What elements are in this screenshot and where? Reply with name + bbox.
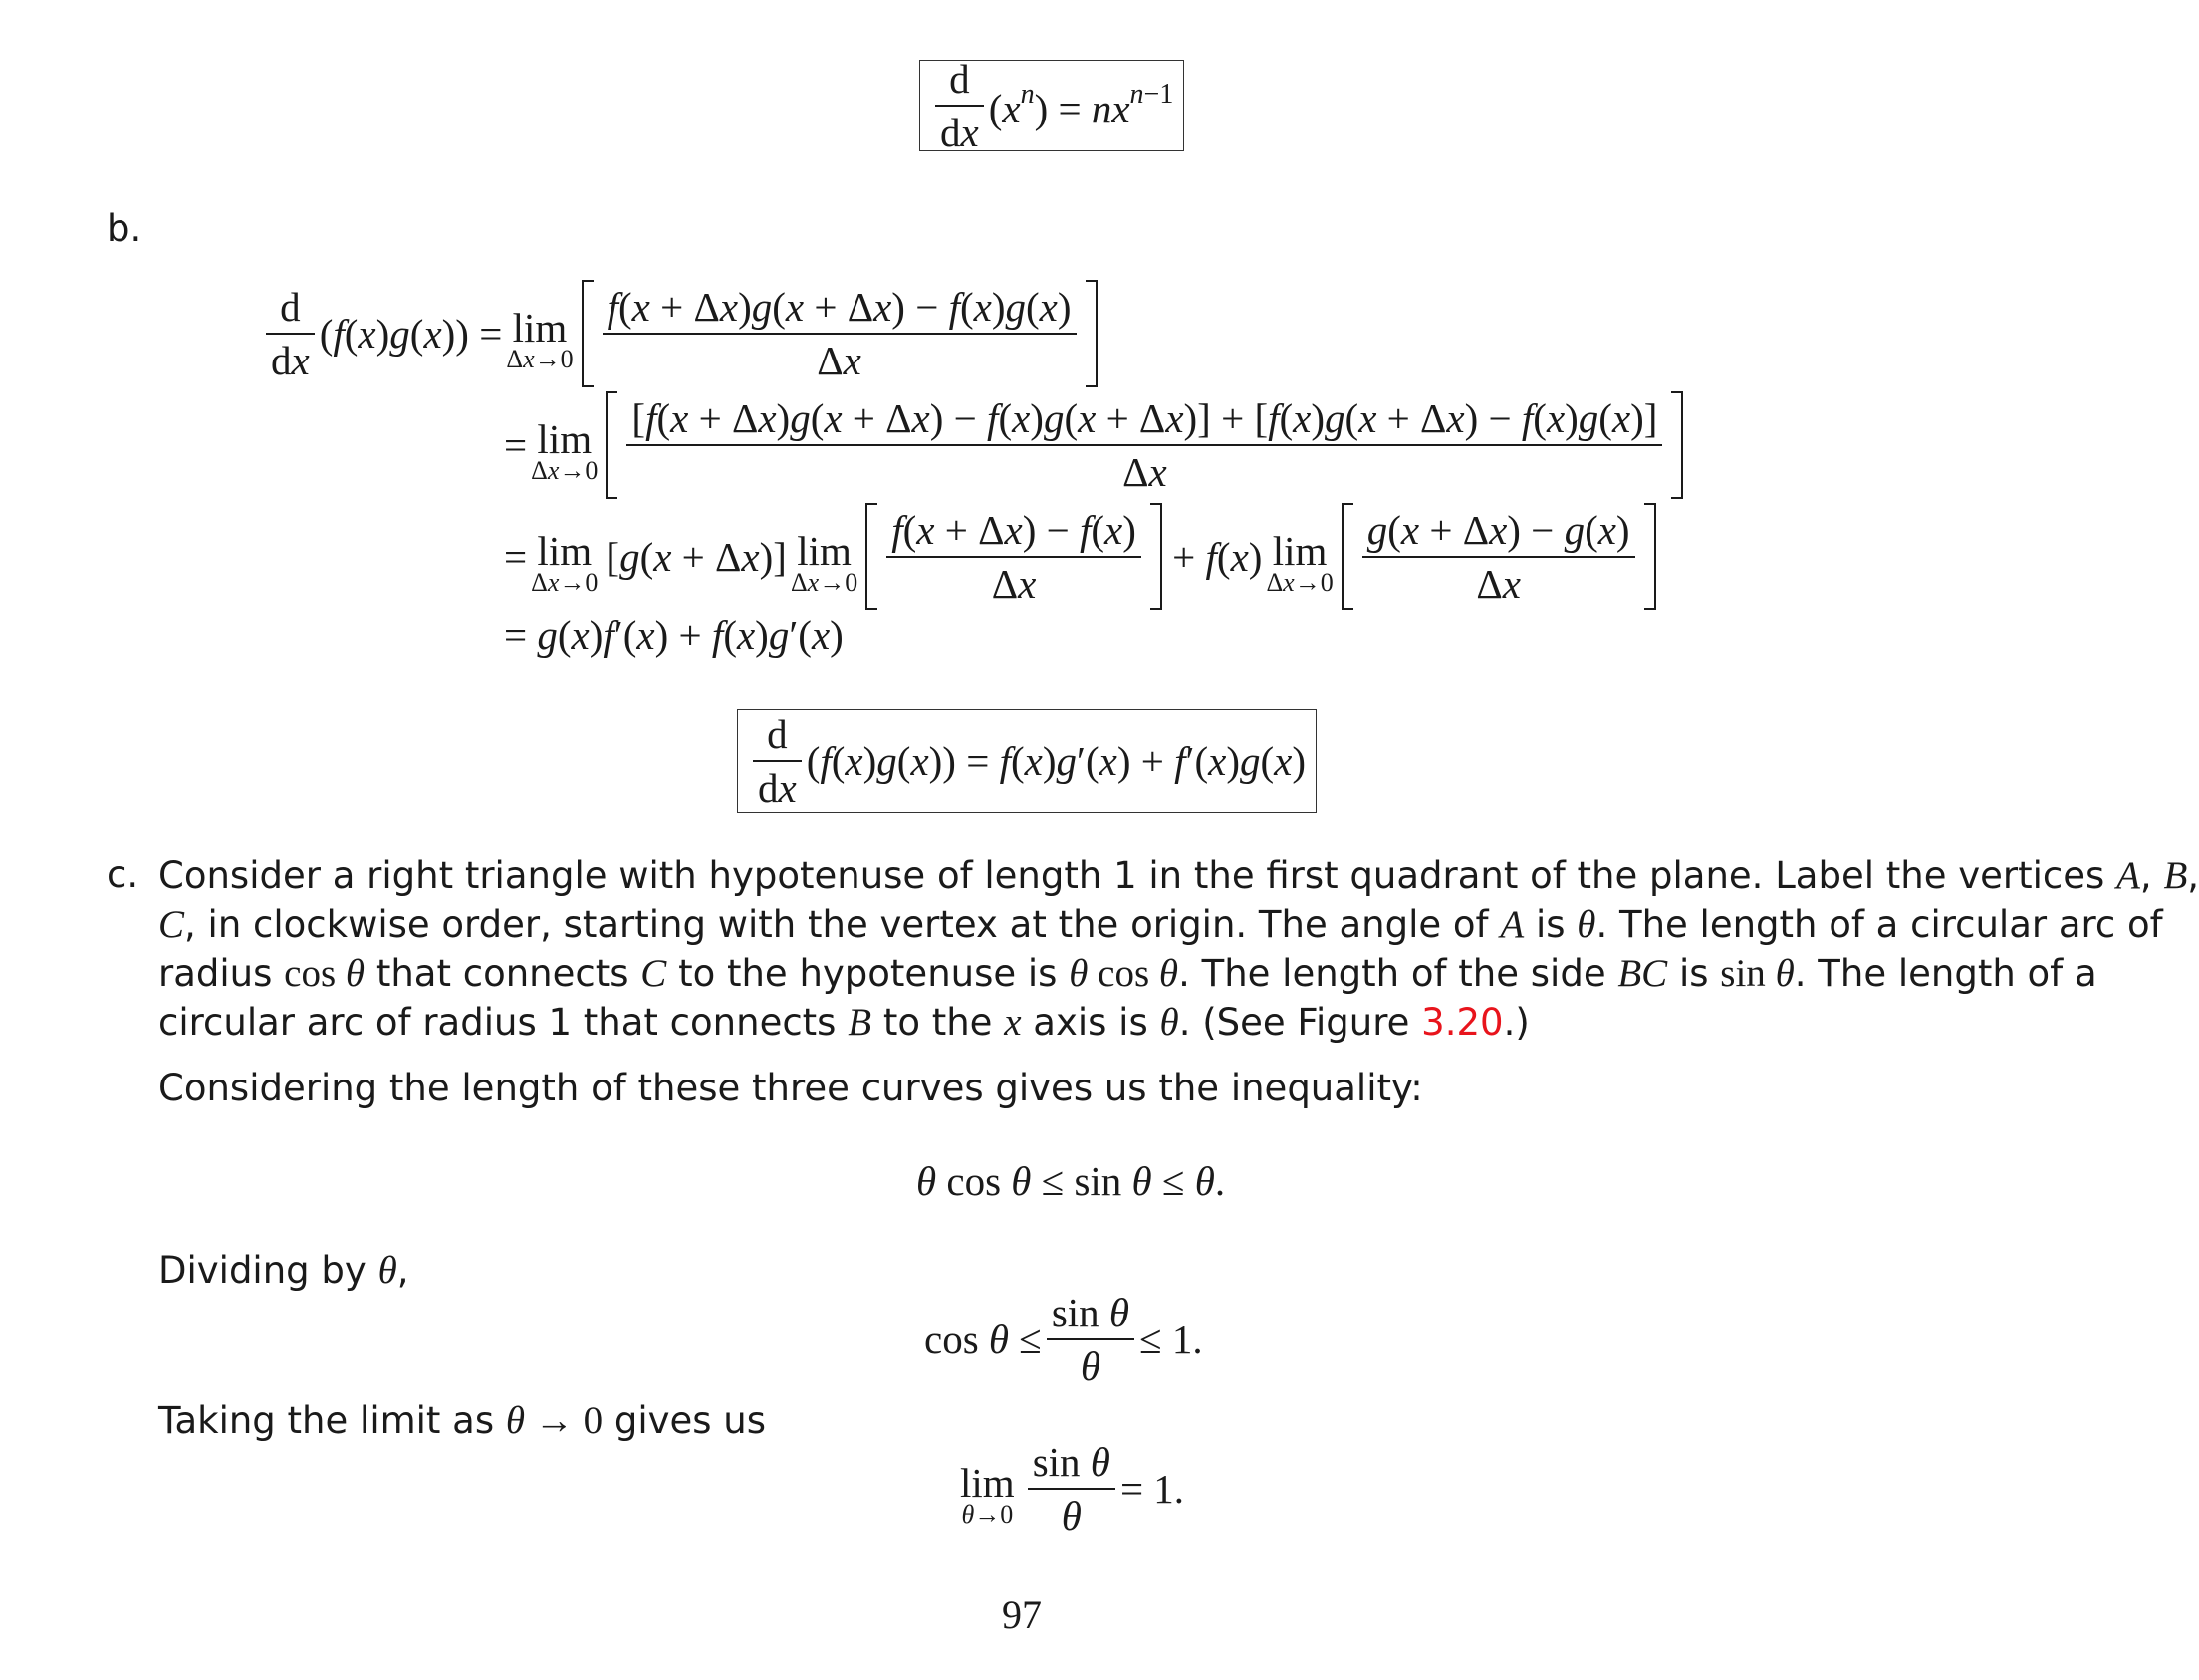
page-number: 97 [1002,1592,1042,1637]
product-rule-box: $\frac{d}{dx}$ (f(x)g(x)) = f(x)g′(x) + f′(x)g(x) [737,709,1317,813]
part-c-line-1: Consider a right triangle with hypotenuse of length 1 in the first quadrant of the plane. Label the vertices A, B, [158,854,2199,897]
derivation-line-4: = g(x)f′(x) + f(x)g′(x) [504,612,844,658]
derivation-line-2: = lim Δx→0 [f(x + Δx)g(x + Δx) − f(x)g(x + Δx)] + [f(x)g(x + Δx) − f(x)g(x)] Δx [504,390,1683,500]
taking-limit-text: Taking the limit as θ → 0 gives us [158,1399,767,1442]
derivation-line-1: $\frac{d}{dx}$ (f(x)g(x)) = lim Δx→0 $\frac{f(x + \Delta x)g(x + \Delta x) - f(x)g(x)}{\Delta x}$ [261,279,1098,388]
part-c-line-4: circular arc of radius 1 that connects B to the x axis is θ. (See Figure 3.20.) [158,1001,1530,1044]
divided-inequality-formula: cos θ ≤ $\frac{\text{sin θ}}{\theta}$ ≤ 1. [924,1290,1203,1389]
figure-reference-link[interactable]: 3.20 [1421,1001,1504,1044]
dividing-text: Dividing by θ, [158,1249,409,1292]
inequality-formula: θ cos θ ≤ sin θ ≤ θ. [916,1158,1226,1204]
part-c-line-2: C, in clockwise order, starting with the vertex at the origin. The angle of A is θ. The length of a circular arc of [158,903,2163,946]
power-rule-box: $\frac{d}{dx}$ $(x^n) = nx^{n-1}$ [919,60,1184,151]
part-b-label: b. [107,207,142,250]
derivation-line-3: = lim Δx→0 [g(x + Δx)] lim Δx→0 $\frac{f(x + \Delta x) - f(x)}{\Delta x}$ + f(x) lim Δx→0 $\frac{g(x + \Delta x) - g(x)}{\Delta x}$ [504,502,1656,611]
part-c-line-3: radius cos θ that connects C to the hypotenuse is θ cos θ. The length of the side BC is sin θ. The length of a [158,952,2097,995]
limit-formula: lim θ→0 $\frac{\text{sin θ}}{\theta}$ = 1. [960,1439,1185,1539]
part-c-label: c. [107,853,139,896]
considering-text: Considering the length of these three curves gives us the inequality: [158,1067,1423,1109]
d-dx-fraction: $\frac{d}{dx}$ [935,55,984,156]
